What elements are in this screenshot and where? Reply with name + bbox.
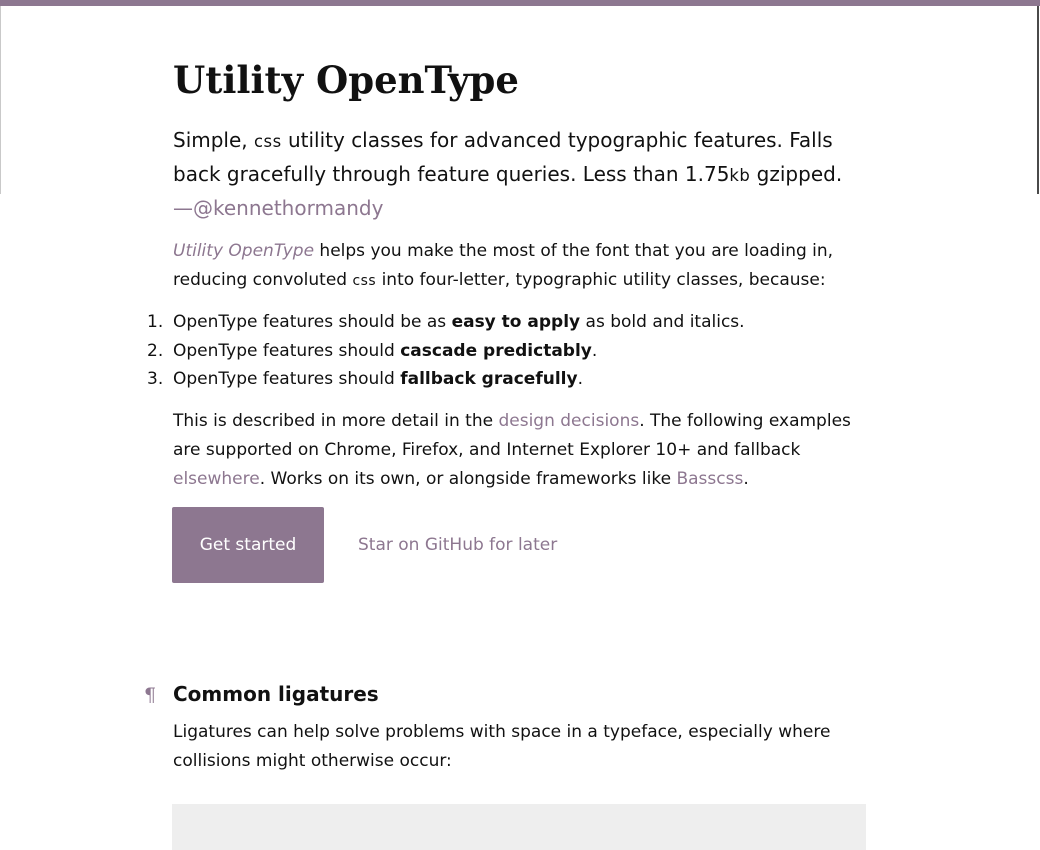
page-title: Utility OpenType bbox=[173, 58, 519, 102]
list-item-text: OpenType features should bbox=[173, 340, 401, 361]
list-item-emphasis: fallback gracefully bbox=[400, 369, 578, 389]
left-window-edge bbox=[0, 6, 1, 194]
ligatures-description: Ligatures can help solve problems with space in a typeface, especially where collisions might otherwise occur: bbox=[173, 722, 831, 771]
lead-css-abbr: css bbox=[254, 132, 282, 151]
list-item-number: 2. bbox=[147, 340, 164, 361]
basscss-link[interactable]: Basscss bbox=[676, 469, 744, 489]
design-decisions-link[interactable]: design decisions bbox=[498, 411, 640, 431]
details-text-1: This is described in more detail in the bbox=[173, 411, 499, 431]
list-item-number: 3. bbox=[147, 369, 164, 389]
list-item-text-end: as bold and italics. bbox=[580, 312, 745, 332]
section-heading-common-ligatures: Common ligatures bbox=[173, 682, 379, 706]
list-item-emphasis: easy to apply bbox=[451, 312, 581, 332]
details-text-4: . bbox=[743, 469, 749, 489]
intro-paragraph bbox=[173, 237, 873, 296]
list-item-text-end: . bbox=[591, 340, 598, 361]
lead-text: Simple, bbox=[173, 128, 255, 152]
list-item-emphasis: cascade predictably bbox=[400, 340, 592, 361]
top-accent-bar bbox=[0, 0, 1040, 6]
lead-paragraph bbox=[173, 124, 873, 225]
list-item-text: OpenType features should bbox=[173, 369, 401, 389]
author-link[interactable]: —@kennethormandy bbox=[173, 196, 384, 220]
intro-text-1: helps you make the most of the font that you are loading in, reducing convoluted bbox=[173, 241, 834, 290]
reasons-list bbox=[147, 308, 873, 394]
list-item bbox=[147, 308, 873, 337]
lead-text-middle: utility classes for advanced typographic features. Falls back gracefully through feature queries. Less than 1.75 bbox=[173, 128, 833, 186]
scrollbar-thumb[interactable] bbox=[1037, 6, 1039, 194]
details-paragraph bbox=[173, 407, 873, 494]
details-text-2: . The following examples are supported on Chrome, Firefox, and Internet Explorer 10+ and fallback bbox=[173, 411, 851, 460]
list-item-text-end: . bbox=[577, 369, 583, 389]
pilcrow-anchor-icon[interactable]: ¶ bbox=[144, 684, 157, 706]
star-on-github-link[interactable]: Star on GitHub for later bbox=[358, 535, 558, 555]
lead-kb-abbr: kb bbox=[729, 166, 751, 185]
list-item bbox=[147, 365, 873, 394]
list-item-number: 1. bbox=[147, 312, 164, 332]
list-item bbox=[147, 337, 873, 366]
brand-name: Utility OpenType bbox=[173, 241, 315, 261]
get-started-button[interactable]: Get started bbox=[172, 507, 324, 583]
lead-text-end: gzipped. bbox=[750, 162, 843, 186]
details-text-3: . Works on its own, or alongside frameworks like bbox=[259, 469, 677, 489]
intro-text-2: into four-letter, typographic utility classes, because: bbox=[376, 270, 826, 290]
ligatures-example-box bbox=[172, 804, 866, 850]
list-item-text: OpenType features should be as bbox=[173, 312, 452, 332]
intro-css-abbr: css bbox=[352, 273, 377, 289]
elsewhere-link[interactable]: elsewhere bbox=[173, 469, 260, 489]
